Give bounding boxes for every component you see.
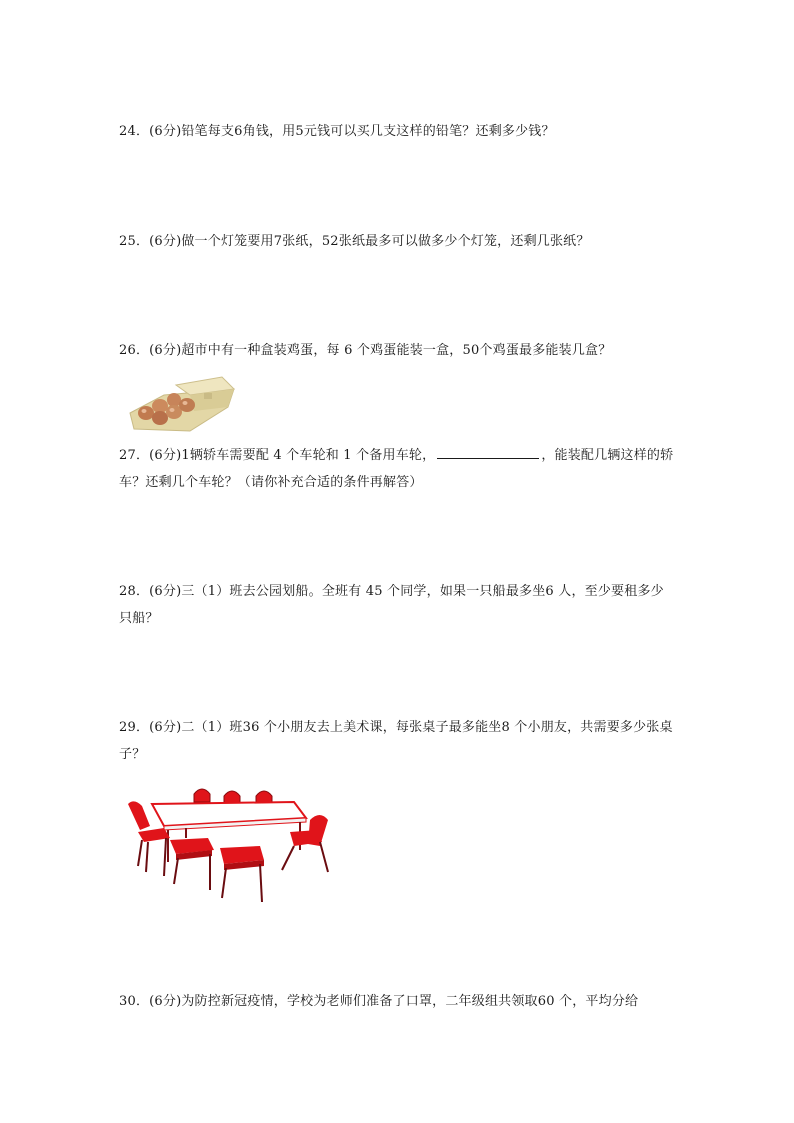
question-24-text: 24．(6分)铅笔每支6角钱，用5元钱可以买几支这样的铅笔？还剩多少钱？ bbox=[119, 124, 555, 139]
egg-carton-icon bbox=[124, 369, 236, 435]
question-30 bbox=[119, 988, 675, 1015]
question-28 bbox=[119, 578, 675, 632]
question-26-text: 26．(6分)超市中有一种盒装鸡蛋，每 6 个鸡蛋能装一盒，50个鸡蛋最多能装几盒？ bbox=[119, 343, 612, 358]
question-29 bbox=[119, 714, 675, 768]
question-26 bbox=[119, 337, 675, 364]
question-28-text: 28．(6分)三（1）班去公园划船。全班有 45 个同学，如果一只船最多坐6 人，至少要租多少只船？ bbox=[119, 584, 664, 626]
question-25-text: 25．(6分)做一个灯笼要用7张纸，52张纸最多可以做多少个灯笼，还剩几张纸？ bbox=[119, 234, 590, 249]
question-27-text-after: ，能装配几辆这样的轿车？还剩几个车轮？（请你补充合适的条件再解答） bbox=[119, 448, 674, 490]
question-24 bbox=[119, 118, 675, 145]
question-27 bbox=[119, 442, 675, 496]
answer-blank[interactable] bbox=[437, 444, 539, 459]
question-30-text: 30．(6分)为防控新冠疫情，学校为老师们准备了口罩，二年级组共领取60 个，平均分给 bbox=[119, 994, 639, 1009]
question-29-text: 29．(6分)二（1）班36 个小朋友去上美术课，每张桌子最多能坐8 个小朋友，共需要多少张桌子？ bbox=[119, 720, 673, 762]
question-27-text-before: 27．(6分)1辆轿车需要配 4 个车轮和 1 个备用车轮， bbox=[119, 448, 436, 463]
question-25 bbox=[119, 228, 675, 255]
table-chairs-icon bbox=[124, 780, 334, 904]
